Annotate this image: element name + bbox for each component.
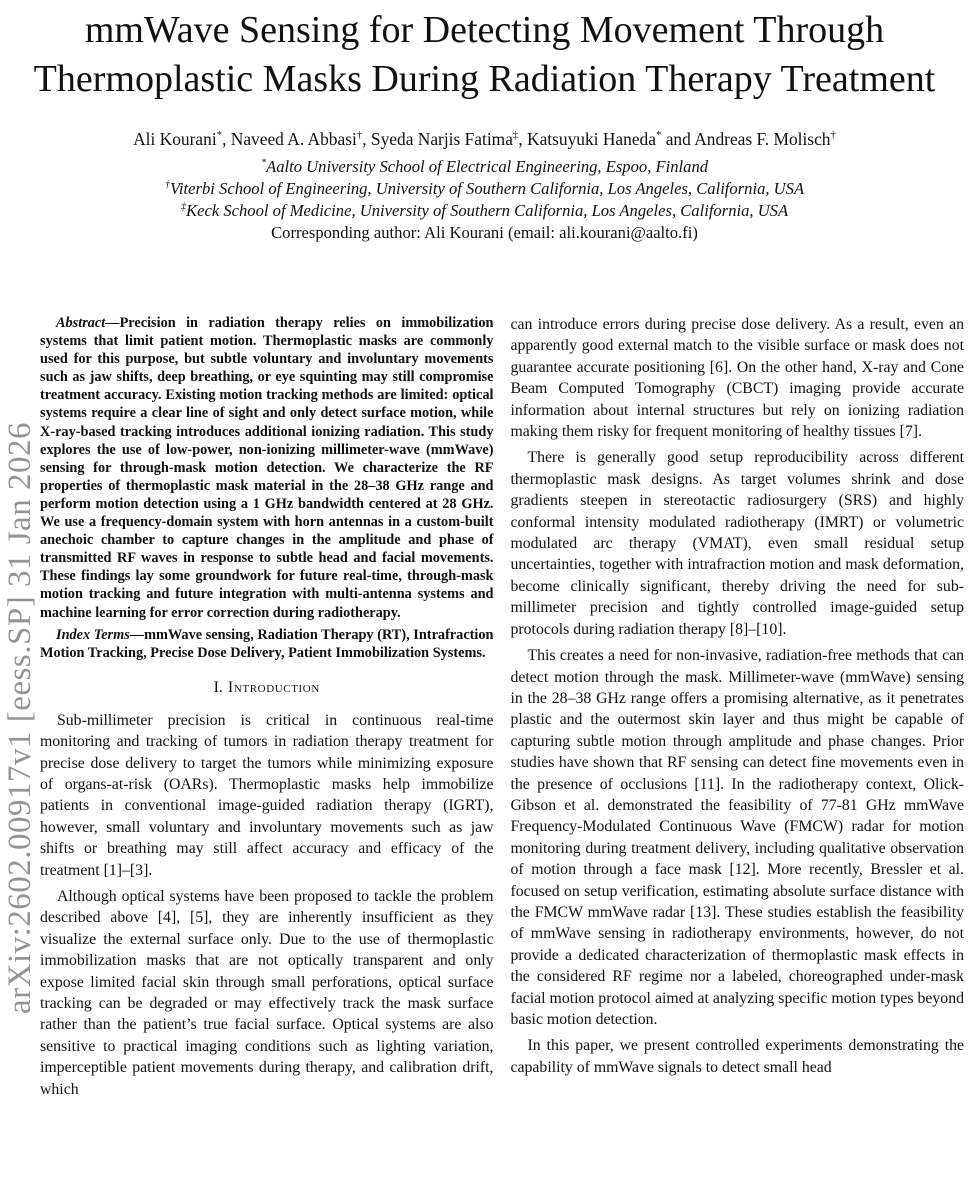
body-paragraph: In this paper, we present controlled experiments demonstrating the capability of mmWave signals to detect small head bbox=[510, 1037, 964, 1076]
author-mark: * bbox=[216, 129, 223, 142]
affiliations-block bbox=[0, 156, 969, 222]
authors-line bbox=[0, 128, 969, 150]
author-mark: * bbox=[655, 129, 662, 142]
index-terms-paragraph bbox=[40, 626, 494, 662]
affiliation-mark: † bbox=[164, 179, 171, 191]
author-name: Syeda Narjis Fatima bbox=[370, 129, 513, 149]
two-column-body bbox=[0, 314, 969, 1105]
section-heading bbox=[40, 679, 494, 697]
paper-title: mmWave Sensing for Detecting Movement Through Thermoplastic Masks During Radiation Therapy Treatment bbox=[33, 9, 936, 100]
author-name: Naveed A. Abbasi bbox=[230, 129, 357, 149]
affiliation-mark: * bbox=[260, 157, 267, 169]
author-mark: † bbox=[356, 129, 363, 142]
body-paragraph: Sub-millimeter precision is critical in continuous real-time monitoring and tracking of tumors in radiation therapy treatment for precise dose delivery to target the tumors while minimizing exposure of organs-at-risk (OARs). Thermoplastic masks help immobilize patients in conventional image-guided radiation therapy (IGRT), however, small voluntary and involuntary movements such as jaw shifts or breathing may still affect accuracy and efficacy of the treatment [1]–[3]. bbox=[40, 711, 494, 879]
author-separator: and bbox=[661, 129, 695, 149]
affiliation-line bbox=[0, 200, 969, 222]
abstract-paragraph bbox=[40, 314, 494, 622]
right-column bbox=[511, 314, 965, 1105]
left-column bbox=[40, 314, 494, 1105]
affiliation-mark: ‡ bbox=[180, 201, 187, 213]
author-name: Katsuyuki Haneda bbox=[527, 129, 656, 149]
author-mark: ‡ bbox=[512, 129, 519, 142]
section-number: I. bbox=[213, 678, 223, 696]
affiliation-text: Viterbi School of Engineering, University of Southern California, Los Angeles, California, USA bbox=[170, 179, 805, 198]
abstract-label: Abstract— bbox=[56, 315, 120, 331]
body-paragraph: Although optical systems have been proposed to tackle the problem described above [4], [5], they are inherently insufficient as they visualize the external surface only. Due to the use of thermoplastic immobilization masks that are not optically transparent and only expose limited facial skin through small perforations, optical surface tracking can be degraded or may effectively track the mask surface rather than the patient’s true facial surface. Optical systems are also sensitive to practical imaging conditions such as lighting variation, imperceptible patient movements during therapy, and calibration drift, which bbox=[40, 888, 494, 1098]
body-paragraph: This creates a need for non-invasive, radiation-free methods that can detect motion through the mask. Millimeter-wave (mmWave) sensing in the 28–38 GHz range offers a promising alternative, as it penetrates plastic and the outermost skin layer and thus might be capable of capturing subtle motion through amplitude and phase changes. Prior studies have shown that RF sensing can detect fine movements even in the presence of occlusions [11]. In the radiotherapy context, Olick-Gibson et al. demonstrated the feasibility of 77-81 GHz mmWave Frequency-Modulated Continuous Wave (FMCW) radar for motion monitoring during treatment delivery, including qualitative observation of motion through a face mask [12]. More recently, Bressler et al. focused on setup verification, estimating absolute surface distance with the FMCW mmWave radar [13]. These studies establish the feasibility of mmWave sensing in radiotherapy environments, however, do not provide a dedicated characterization of thermoplastic mask effects in the considered RF regime nor a labeled, choreographed under-mask facial motion protocol aimed at analyzing specific motion types beyond basic motion detection. bbox=[510, 647, 964, 1028]
author-name: Ali Kourani bbox=[133, 129, 217, 149]
body-paragraph: can introduce errors during precise dose delivery. As a result, even an apparently good external match to the visible surface or mask does not guarantee accurate positioning [6]. On the other hand, X-ray and Cone Beam Computed Tomography (CBCT) imaging provide accurate information about internal structures but rely on ionizing radiation making them risky for frequent monitoring of healthy tissues [7]. bbox=[510, 316, 964, 441]
arxiv-watermark: arXiv:2602.00917v1 [eess.SP] 31 Jan 2026 bbox=[2, 422, 38, 1014]
body-paragraph: There is generally good setup reproducibility across different thermoplastic mask designs. As target volumes shrink and dose gradients steepen in stereotactic radiosurgery (SRS) and highly conformal intensity modulated radiotherapy (IMRT) or volumetric modulated arc therapy (VMAT), even small residual setup uncertainties, together with intrafraction motion and mask deformation, become clinically significant, thereby driving the need for sub-millimeter precision and tightly controlled image-guided setup protocols during radiation therapy [8]–[10]. bbox=[510, 449, 964, 638]
section-title: Introduction bbox=[227, 678, 320, 696]
affiliation-line bbox=[0, 156, 969, 178]
affiliation-line bbox=[0, 178, 969, 200]
author-separator: , bbox=[518, 129, 528, 149]
author-mark: † bbox=[830, 129, 836, 142]
abstract-text: Precision in radiation therapy relies on immobilization systems that limit patient motion. Thermoplastic masks are commonly used for this purpose, but subtle voluntary and involuntary movements such as jaw shifts, deep breathing, or eye squinting may still compromise treatment accuracy. Existing motion tracking methods are limited: optical systems require a clear line of sight and only detect surface motion, while X-ray-based tracking introduces additional ionizing radiation. This study explores the use of low-power, non-ionizing millimeter-wave (mmWave) sensing for through-mask motion detection. We characterize the RF properties of thermoplastic mask material in the 28–38 GHz range and perform motion detection using a 1 GHz bandwidth centered at 28 GHz. We use a frequency-domain system with horn antennas in a custom-built anechoic chamber to capture changes in the amplitude and phase of transmitted RF waves in response to subtle head and facial movements. These findings lay some groundwork for future real-time, through-mask motion tracking and future integration with multi-antenna systems and machine learning for error correction during radiotherapy. bbox=[40, 315, 494, 621]
index-terms-text: mmWave sensing, Radiation Therapy (RT), Intrafraction Motion Tracking, Precise Dose Delivery, Patient Immobilization Systems. bbox=[40, 626, 494, 661]
affiliation-text: Keck School of Medicine, University of Southern California, Los Angeles, California, USA bbox=[186, 201, 789, 220]
index-terms-label: Index Terms— bbox=[56, 626, 145, 643]
affiliation-text: Aalto University School of Electrical Engineering, Espoo, Finland bbox=[266, 157, 709, 176]
author-name: Andreas F. Molisch bbox=[694, 129, 831, 149]
author-separator: , bbox=[362, 129, 371, 149]
paper-header bbox=[0, 6, 969, 244]
corresponding-author: Corresponding author: Ali Kourani (email: ali.kourani@aalto.fi) bbox=[271, 223, 698, 242]
author-separator: , bbox=[222, 129, 231, 149]
